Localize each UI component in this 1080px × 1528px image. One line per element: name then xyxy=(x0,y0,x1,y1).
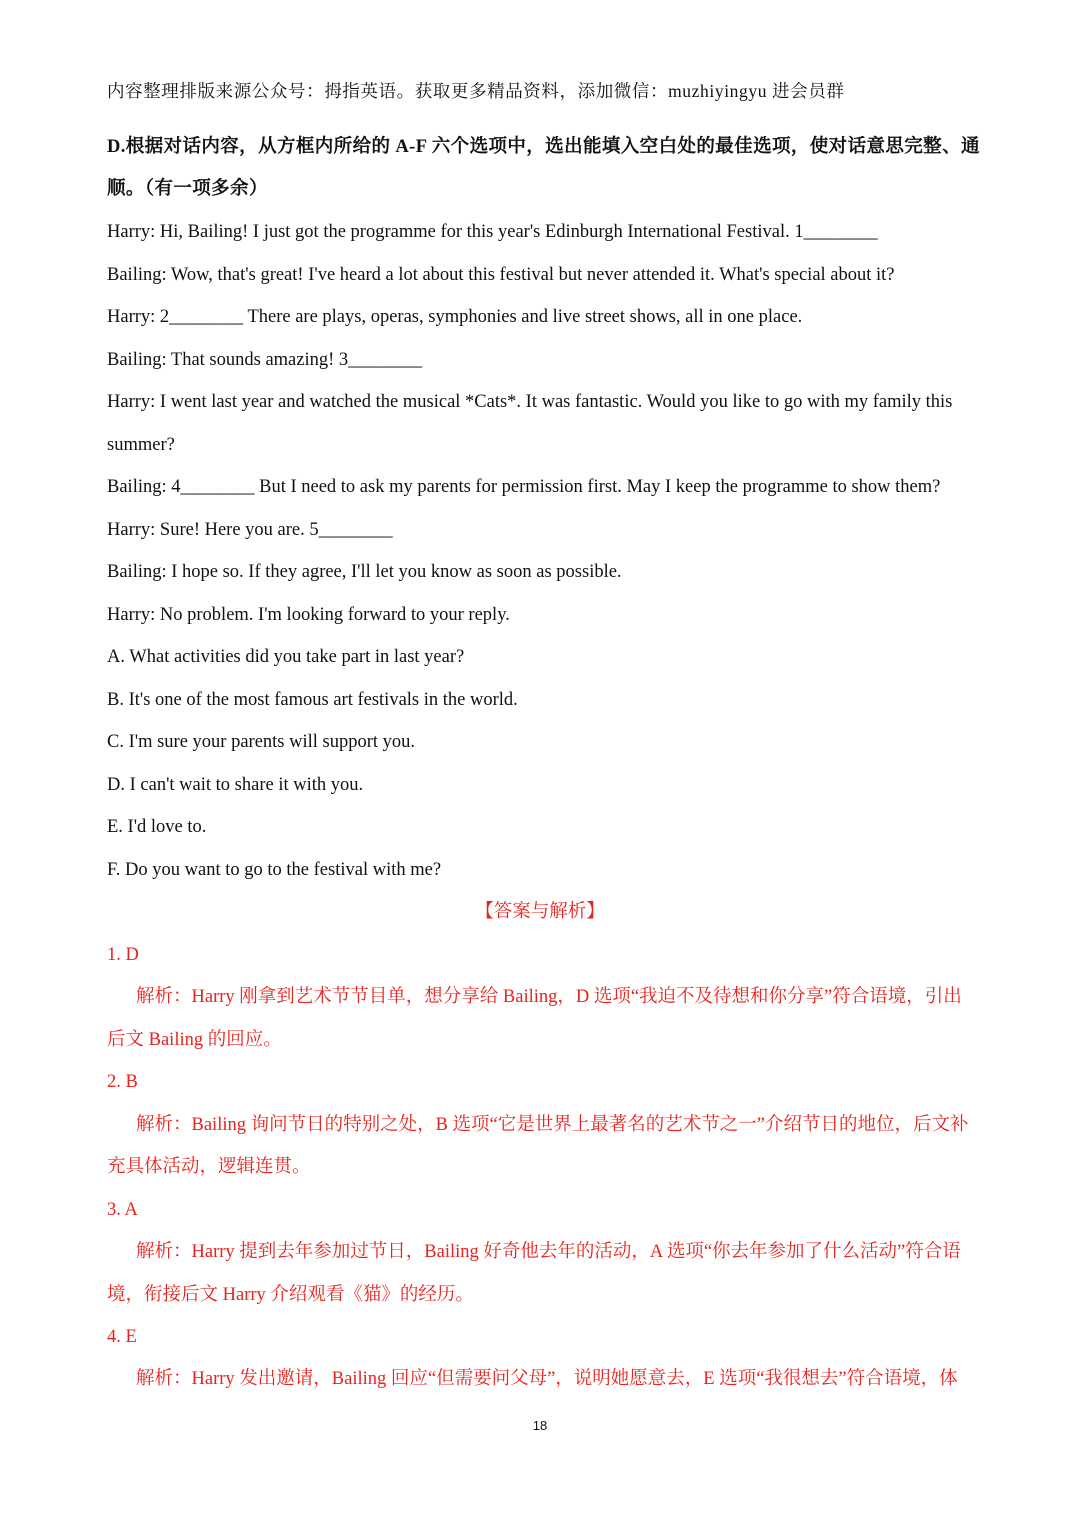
page-number: 18 xyxy=(532,1418,548,1433)
answer-label: 2. B xyxy=(107,1072,138,1092)
dialogue-line: Harry: No problem. I'm looking forward to your reply. xyxy=(107,605,510,625)
section-instruction: D.根据对话内容，从方框内所给的 A-F 六个选项中，选出能填入空白处的最佳选项，使对话意思完整、通 xyxy=(107,137,980,157)
answer-explanation: 解析：Bailing 询问节日的特别之处，B 选项“它是世界上最著名的艺术节之一”介绍节日的地位，后文补 xyxy=(136,1115,969,1135)
option-c: C. I'm sure your parents will support you. xyxy=(107,732,416,752)
option-d: D. I can't wait to share it with you. xyxy=(107,775,364,795)
answer-explanation-cont: 后文 Bailing 的回应。 xyxy=(107,1030,282,1050)
answer-label: 3. A xyxy=(107,1200,138,1220)
answer-explanation-cont: 境，衔接后文 Harry 介绍观看《猫》的经历。 xyxy=(107,1285,474,1305)
answers-heading: 【答案与解析】 xyxy=(475,902,605,922)
answer-explanation: 解析：Harry 发出邀请，Bailing 回应“但需要问父母”，说明她愿意去，E 选项“我很想去”符合语境，体 xyxy=(136,1369,958,1389)
answer-label: 1. D xyxy=(107,945,139,965)
option-f: F. Do you want to go to the festival with me? xyxy=(107,860,442,880)
dialogue-line: Bailing: I hope so. If they agree, I'll let you know as soon as possible. xyxy=(107,562,622,582)
answer-label: 4. E xyxy=(107,1327,137,1347)
dialogue-line: Bailing: Wow, that's great! I've heard a lot about this festival but never attended it. What's special about it? xyxy=(107,265,895,285)
answer-explanation: 解析：Harry 刚拿到艺术节节目单，想分享给 Bailing，D 选项“我迫不及待想和你分享”符合语境，引出 xyxy=(136,987,962,1007)
answer-explanation-cont: 充具体活动，逻辑连贯。 xyxy=(107,1157,311,1177)
dialogue-line: Bailing: 4________ But I need to ask my parents for permission first. May I keep the programme to show them? xyxy=(107,477,941,497)
dialogue-line: Harry: Hi, Bailing! I just got the programme for this year's Edinburgh International Festival. 1________ xyxy=(107,222,878,242)
dialogue-line: Harry: 2________ There are plays, operas, symphonies and live street shows, all in one place. xyxy=(107,307,803,327)
dialogue-line: summer? xyxy=(107,435,175,455)
dialogue-line: Harry: Sure! Here you are. 5________ xyxy=(107,520,393,540)
header-note: 内容整理排版来源公众号：拇指英语。获取更多精品资料，添加微信：muzhiyingyu 进会员群 xyxy=(107,81,845,101)
option-a: A. What activities did you take part in last year? xyxy=(107,647,465,667)
dialogue-line: Bailing: That sounds amazing! 3________ xyxy=(107,350,423,370)
option-b: B. It's one of the most famous art festivals in the world. xyxy=(107,690,518,710)
option-e: E. I'd love to. xyxy=(107,817,207,837)
section-instruction-cont: 顺。（有一项多余） xyxy=(107,179,268,199)
answer-explanation: 解析：Harry 提到去年参加过节日，Bailing 好奇他去年的活动，A 选项“你去年参加了什么活动”符合语 xyxy=(136,1242,961,1262)
dialogue-line: Harry: I went last year and watched the musical *Cats*. It was fantastic. Would you like to go with my family this xyxy=(107,392,953,412)
